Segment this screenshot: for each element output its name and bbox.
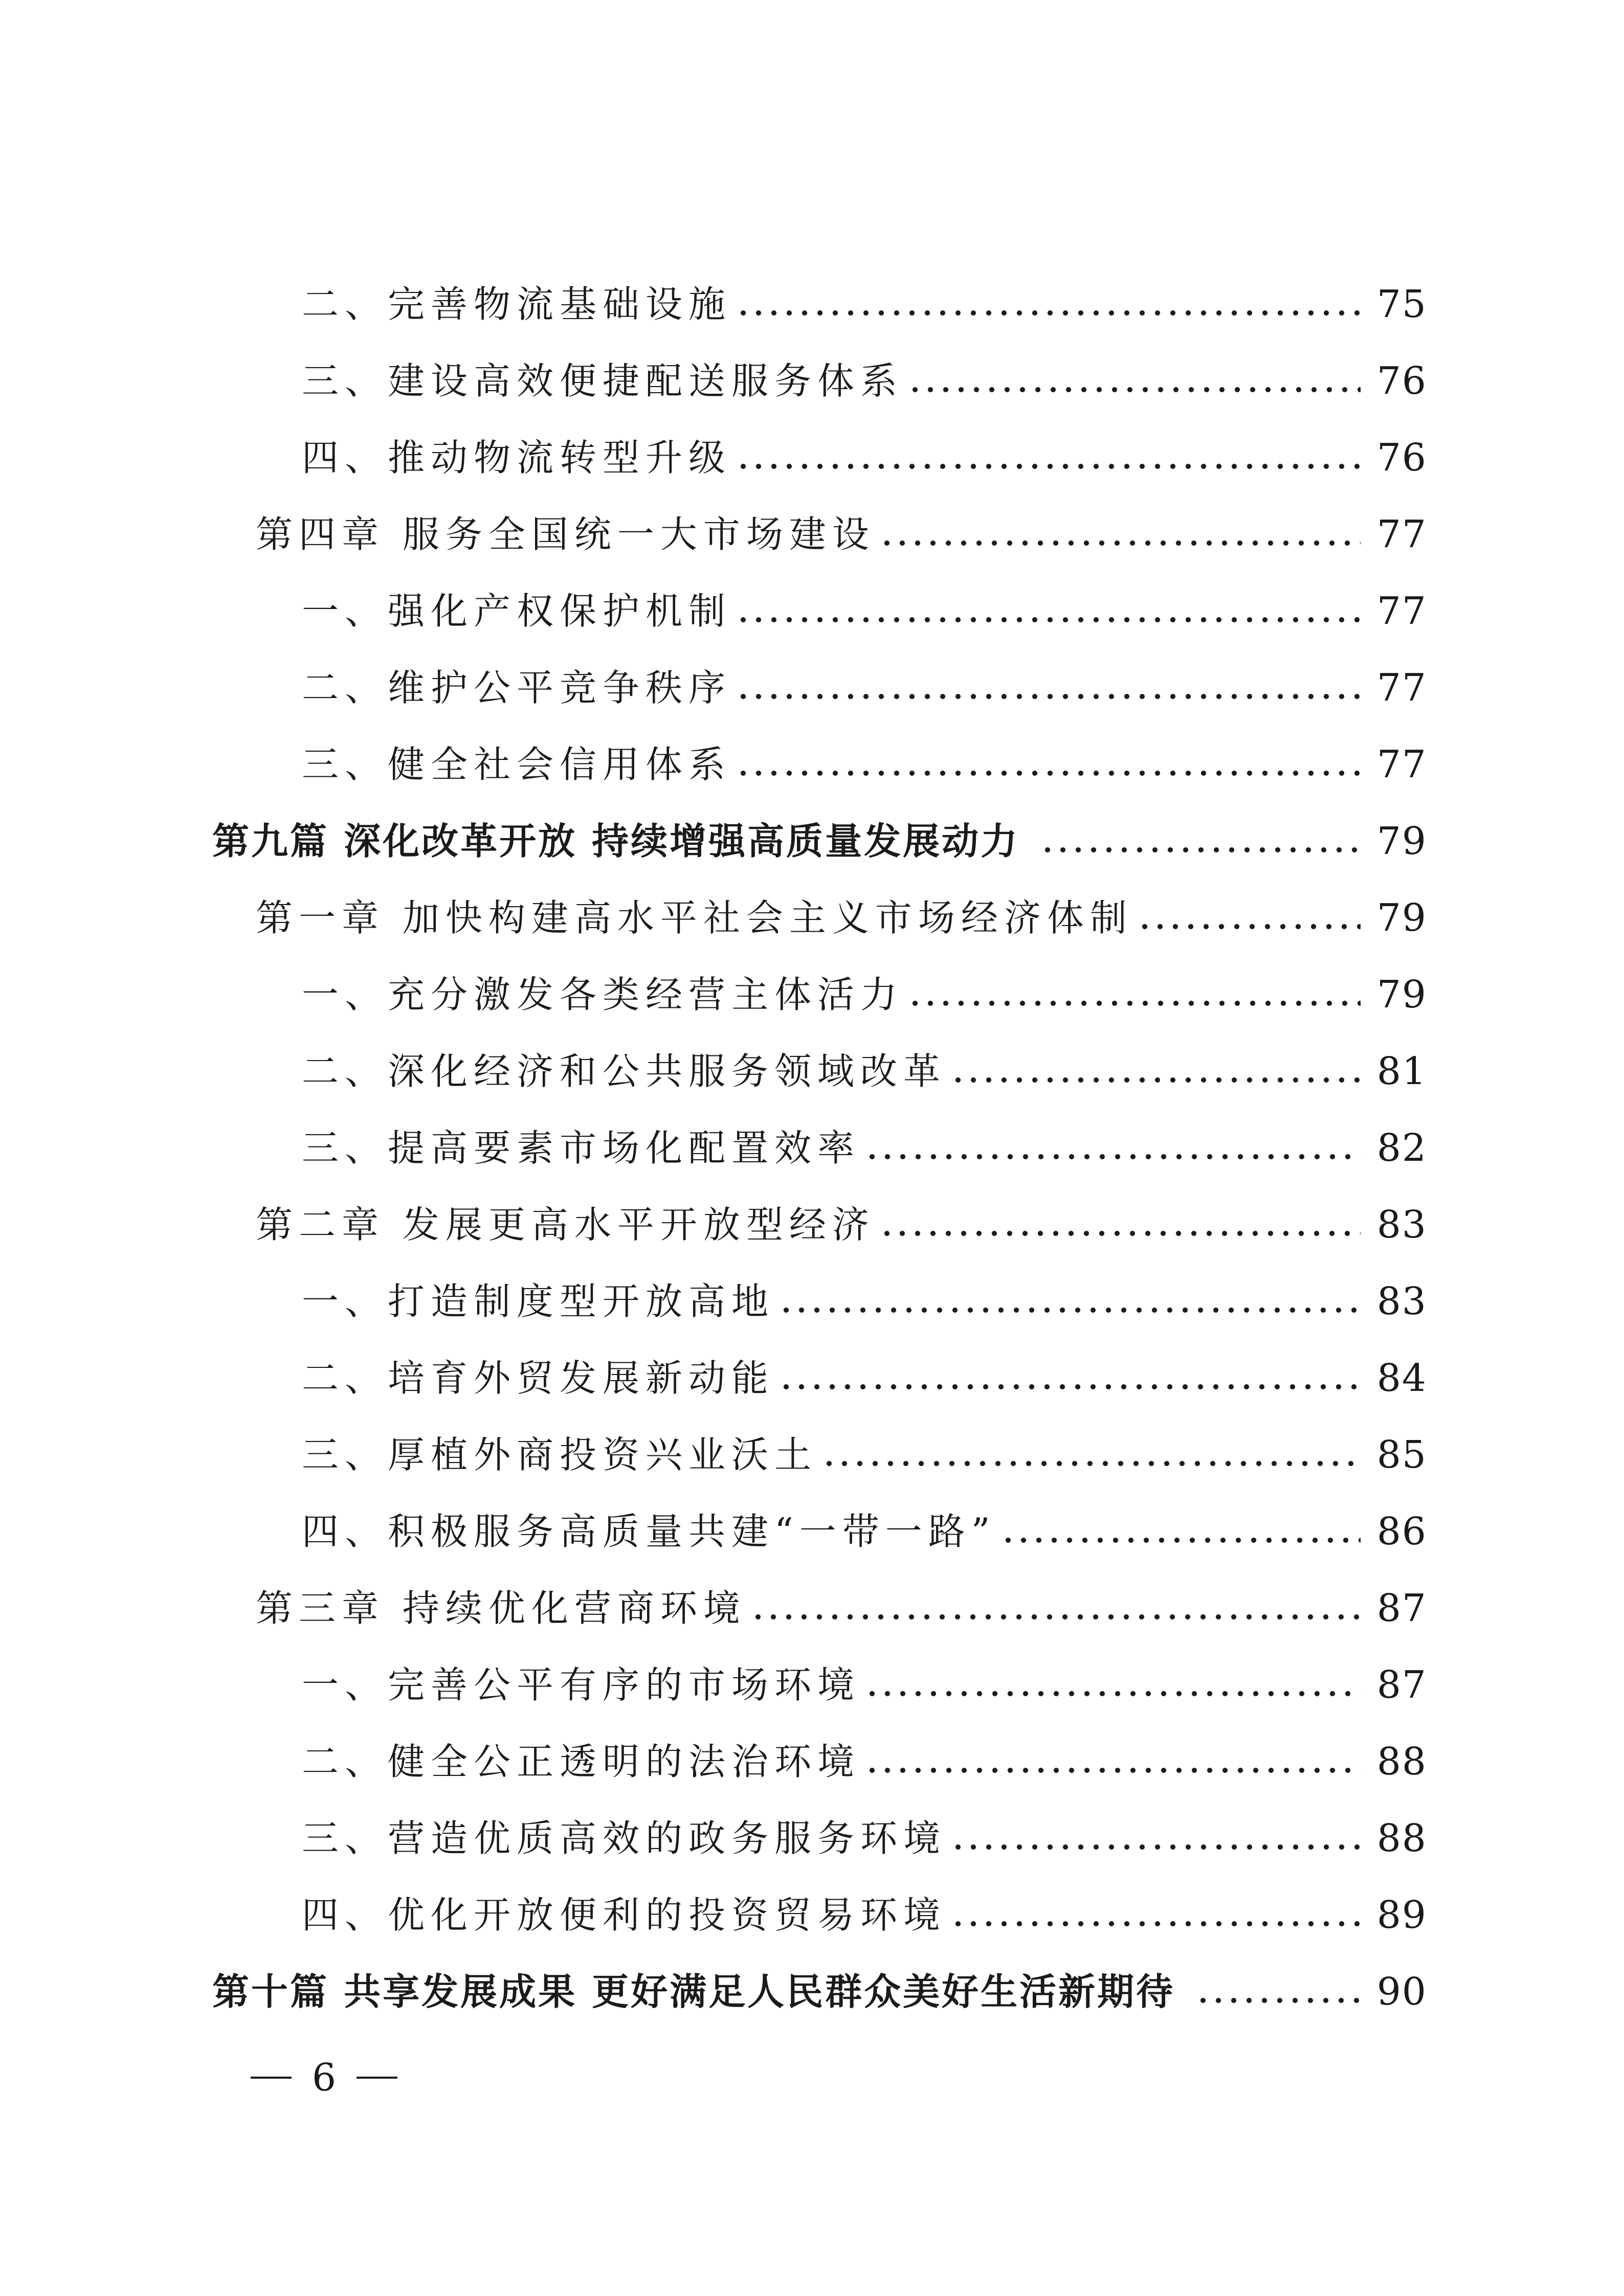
toc-entry-title: 四、优化开放便利的投资贸易环境 <box>302 1894 947 1937</box>
toc-entry-title: 三、营造优质高效的政务服务环境 <box>302 1817 947 1860</box>
toc-entry-title: 第三章 持续优化营商环境 <box>256 1587 746 1630</box>
dot-leader <box>736 463 1361 469</box>
toc-entry-title: 三、健全社会信用体系 <box>302 743 732 786</box>
toc-entry-page: 89 <box>1376 1893 1427 1937</box>
toc-entry-page: 90 <box>1376 1970 1427 2014</box>
dot-leader <box>879 540 1361 546</box>
toc-entry-title: 四、积极服务高质量共建“一带一路” <box>302 1510 996 1553</box>
table-of-contents <box>0 266 1624 2030</box>
toc-chapter-entry[interactable] <box>0 496 1624 573</box>
toc-entry[interactable] <box>0 419 1624 496</box>
toc-entry-page: 86 <box>1376 1510 1427 1554</box>
toc-entry-page: 85 <box>1376 1433 1427 1477</box>
toc-entry[interactable] <box>0 1647 1624 1723</box>
dot-leader <box>950 1921 1361 1927</box>
toc-entry[interactable] <box>0 1877 1624 1953</box>
dot-leader <box>778 1384 1361 1390</box>
dot-leader <box>821 1460 1361 1467</box>
toc-entry[interactable] <box>0 1416 1624 1493</box>
dot-leader <box>736 693 1361 700</box>
toc-entry-page: 77 <box>1376 666 1427 710</box>
toc-entry-title: 一、充分激发各类经营主体活力 <box>302 973 904 1016</box>
toc-entry[interactable] <box>0 956 1624 1033</box>
toc-entry-title: 第四章 服务全国统一大市场建设 <box>256 513 875 556</box>
toc-entry[interactable] <box>0 1033 1624 1110</box>
toc-entry[interactable] <box>0 726 1624 803</box>
dot-leader <box>736 310 1361 316</box>
toc-part-entry[interactable] <box>0 803 1624 880</box>
toc-entry-page: 87 <box>1376 1586 1427 1630</box>
dot-leader <box>750 1614 1361 1620</box>
toc-entry-page: 77 <box>1376 512 1427 556</box>
dot-leader <box>736 617 1361 623</box>
dot-leader <box>1137 924 1361 930</box>
toc-entry-page: 84 <box>1376 1356 1427 1400</box>
page-footer <box>251 2056 397 2100</box>
toc-entry-title: 第九篇 深化改革开放 持续增强高质量发展动力 <box>212 820 1020 863</box>
dot-leader <box>864 1767 1361 1773</box>
em-dash-right <box>357 2077 397 2079</box>
toc-entry-title: 三、提高要素市场化配置效率 <box>302 1127 861 1169</box>
toc-entry-title: 二、健全公正透明的法治环境 <box>302 1740 861 1783</box>
toc-entry-page: 82 <box>1376 1126 1427 1170</box>
toc-entry-title: 第一章 加快构建高水平社会主义市场经济体制 <box>256 896 1133 939</box>
dot-leader <box>950 1844 1361 1850</box>
toc-entry-page: 79 <box>1376 896 1427 940</box>
toc-entry-page: 75 <box>1376 282 1427 326</box>
toc-entry[interactable] <box>0 573 1624 649</box>
dot-leader <box>1195 1997 1361 2004</box>
dot-leader <box>879 1230 1361 1236</box>
toc-entry[interactable] <box>0 1110 1624 1186</box>
page-number: 6 <box>312 2056 337 2100</box>
em-dash-left <box>251 2077 292 2079</box>
toc-entry[interactable] <box>0 1340 1624 1416</box>
dot-leader <box>907 1000 1361 1006</box>
toc-chapter-entry[interactable] <box>0 1570 1624 1647</box>
toc-entry-title: 二、深化经济和公共服务领域改革 <box>302 1050 947 1093</box>
dot-leader <box>950 1077 1361 1083</box>
toc-entry-title: 三、厚植外商投资兴业沃土 <box>302 1433 818 1476</box>
toc-entry-title: 第十篇 共享发展成果 更好满足人民群众美好生活新期待 <box>212 1970 1175 2013</box>
toc-entry-page: 76 <box>1376 436 1427 480</box>
dot-leader <box>1000 1537 1361 1543</box>
dot-leader <box>864 1691 1361 1697</box>
toc-entry-page: 79 <box>1376 973 1427 1017</box>
toc-entry-page: 88 <box>1376 1740 1427 1784</box>
dot-leader <box>778 1307 1361 1313</box>
dot-leader <box>736 770 1361 776</box>
toc-entry[interactable] <box>0 1723 1624 1800</box>
toc-entry-page: 76 <box>1376 359 1427 403</box>
toc-entry-page: 87 <box>1376 1663 1427 1707</box>
toc-entry-page: 83 <box>1376 1279 1427 1323</box>
toc-entry[interactable] <box>0 1263 1624 1340</box>
toc-entry-title: 二、完善物流基础设施 <box>302 283 732 326</box>
toc-entry-title: 一、强化产权保护机制 <box>302 590 732 633</box>
toc-entry[interactable] <box>0 266 1624 343</box>
toc-entry-title: 四、推动物流转型升级 <box>302 436 732 479</box>
toc-entry-page: 77 <box>1376 742 1427 786</box>
toc-entry-page: 88 <box>1376 1816 1427 1860</box>
toc-entry-title: 第二章 发展更高水平开放型经济 <box>256 1203 875 1246</box>
toc-entry-title: 一、完善公平有序的市场环境 <box>302 1663 861 1706</box>
toc-entry-page: 77 <box>1376 589 1427 633</box>
toc-chapter-entry[interactable] <box>0 1186 1624 1263</box>
dot-leader <box>1040 847 1361 853</box>
toc-entry-page: 81 <box>1376 1049 1427 1093</box>
dot-leader <box>864 1154 1361 1160</box>
toc-entry[interactable] <box>0 1493 1624 1570</box>
toc-entry-page: 83 <box>1376 1203 1427 1247</box>
toc-entry-title: 一、打造制度型开放高地 <box>302 1280 775 1323</box>
dot-leader <box>907 387 1361 393</box>
toc-entry-title: 二、培育外贸发展新动能 <box>302 1357 775 1400</box>
toc-entry-page: 79 <box>1376 819 1427 863</box>
toc-entry[interactable] <box>0 343 1624 419</box>
toc-entry-title: 二、维护公平竞争秩序 <box>302 666 732 709</box>
toc-entry[interactable] <box>0 1800 1624 1877</box>
toc-entry[interactable] <box>0 649 1624 726</box>
toc-chapter-entry[interactable] <box>0 880 1624 956</box>
toc-part-entry[interactable] <box>0 1953 1624 2030</box>
toc-entry-title: 三、建设高效便捷配送服务体系 <box>302 359 904 402</box>
